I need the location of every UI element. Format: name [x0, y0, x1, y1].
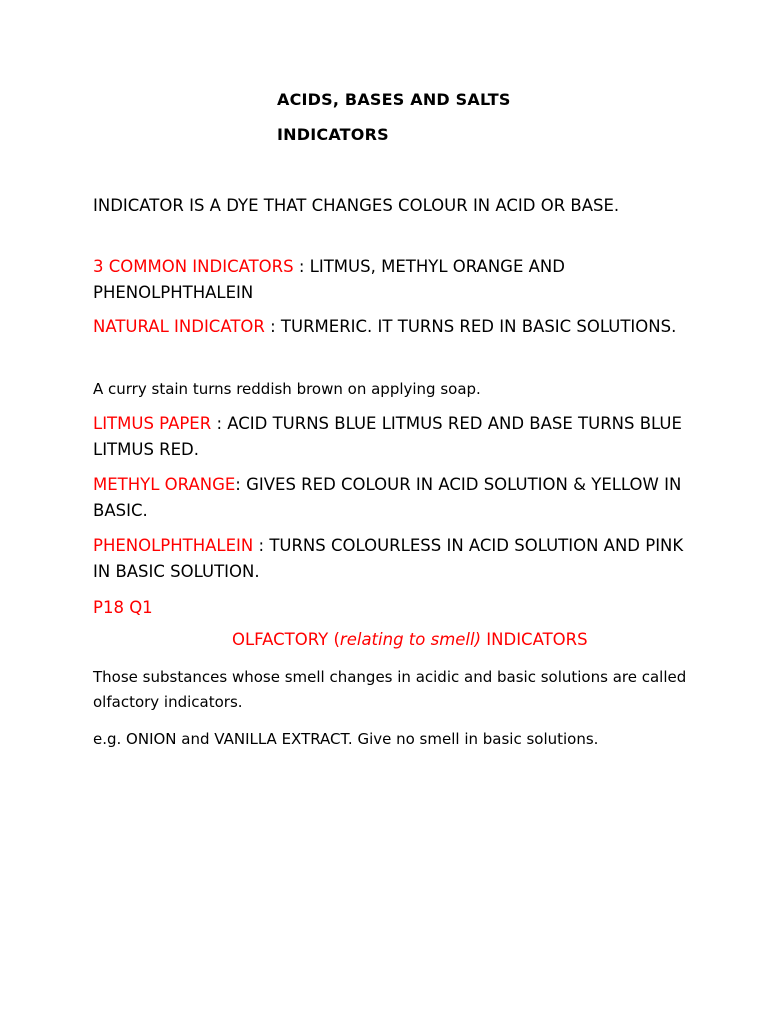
olfactory-heading-italic: relating to smell) — [339, 630, 482, 649]
olfactory-heading-prefix: OLFACTORY ( — [232, 630, 340, 649]
common-indicators-paragraph — [93, 254, 693, 306]
litmus-paper-text: : ACID TURNS BLUE LITMUS RED AND BASE TURNS BLUE LITMUS RED. — [93, 414, 682, 459]
page-title: ACIDS, BASES AND SALTS — [277, 90, 511, 109]
litmus-paper-label: LITMUS PAPER — [93, 414, 212, 433]
olfactory-example: e.g. ONION and VANILLA EXTRACT. Give no smell in basic solutions. — [93, 730, 599, 748]
natural-indicator-label: NATURAL INDICATOR — [93, 317, 265, 336]
definition-paragraph: INDICATOR IS A DYE THAT CHANGES COLOUR IN ACID OR BASE. — [93, 196, 620, 215]
curry-stain-note: A curry stain turns reddish brown on applying soap. — [93, 380, 481, 398]
methyl-orange-text: : GIVES RED COLOUR IN ACID SOLUTION & YELLOW IN BASIC. — [93, 475, 682, 520]
phenolphthalein-label: PHENOLPHTHALEIN — [93, 536, 254, 555]
olfactory-description: Those substances whose smell changes in acidic and basic solutions are called olfactory indicators. — [93, 668, 687, 711]
olfactory-heading-suffix: INDICATORS — [481, 630, 588, 649]
page-reference: P18 Q1 — [93, 598, 153, 617]
natural-indicator-paragraph — [93, 314, 693, 340]
section-heading: INDICATORS — [277, 125, 389, 144]
olfactory-heading — [232, 630, 588, 649]
litmus-paper-paragraph — [93, 411, 693, 463]
natural-indicator-text: : TURMERIC. IT TURNS RED IN BASIC SOLUTIONS. — [264, 317, 677, 336]
phenolphthalein-paragraph — [93, 533, 693, 585]
methyl-orange-paragraph — [93, 472, 693, 524]
common-indicators-label: 3 COMMON INDICATORS — [93, 257, 294, 276]
methyl-orange-label: METHYL ORANGE — [93, 475, 236, 494]
common-indicators-text: : LITMUS, METHYL ORANGE AND PHENOLPHTHALEIN — [93, 257, 565, 302]
phenolphthalein-text: : TURNS COLOURLESS IN ACID SOLUTION AND PINK IN BASIC SOLUTION. — [93, 536, 684, 581]
